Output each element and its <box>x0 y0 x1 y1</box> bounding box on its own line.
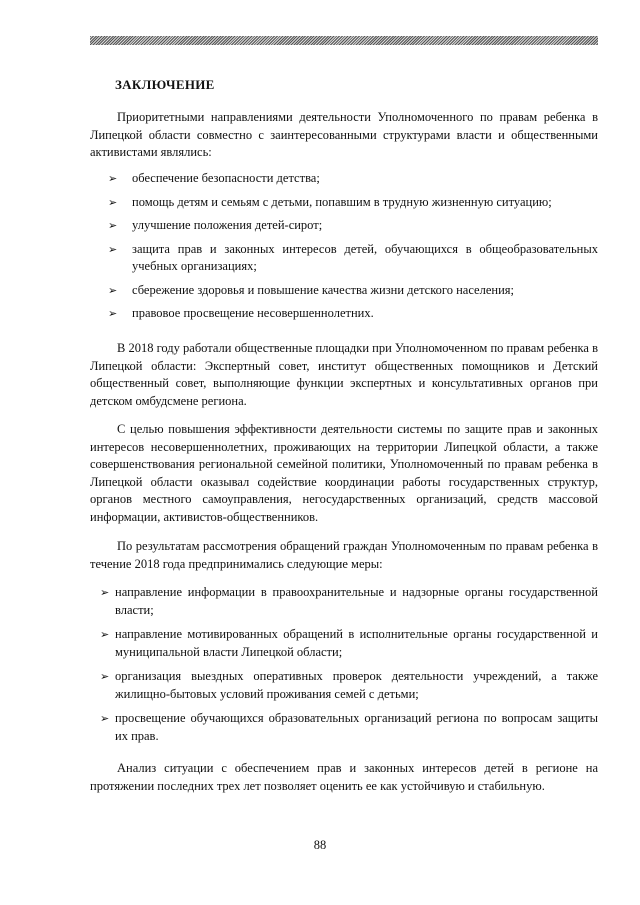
priorities-list <box>108 170 598 323</box>
arrow-bullet-icon: ➢ <box>100 628 110 641</box>
list-item: ➢ направление мотивированных обращений в исполнительные органы государственной и муниципальной власти Липецкой области; <box>100 627 598 659</box>
arrow-bullet-icon: ➢ <box>108 195 118 209</box>
arrow-bullet-icon: ➢ <box>108 242 118 256</box>
paragraph-measures: По результатам рассмотрения обращений граждан Уполномоченным по правам ребенка в течение 2018 года предпринимались следующие меры: <box>90 539 598 571</box>
intro-paragraph: Приоритетными направлениями деятельности Уполномоченного по правам ребенка в Липецкой области совместно с заинтересованными структурами власти и общественными активистами являлись: <box>90 110 598 159</box>
arrow-bullet-icon: ➢ <box>100 670 110 683</box>
list-item: ➢ направление информации в правоохранительные и надзорные органы государственной власти; <box>100 585 598 617</box>
list-item: ➢ сбережение здоровья и повышение качества жизни детского населения; <box>108 282 598 300</box>
arrow-bullet-icon: ➢ <box>108 307 118 320</box>
arrow-bullet-icon: ➢ <box>100 586 110 599</box>
section-heading: ЗАКЛЮЧЕНИЕ <box>115 77 215 92</box>
arrow-bullet-icon: ➢ <box>100 712 110 725</box>
list-item: ➢ организация выездных оперативных проверок деятельности учреждений, а также жилищно-бытовых условий проживания семей с детьми; <box>100 669 598 701</box>
arrow-bullet-icon: ➢ <box>108 172 118 185</box>
arrow-bullet-icon: ➢ <box>108 283 118 297</box>
list-item: ➢ просвещение обучающихся образовательных организаций региона по вопросам защиты их прав. <box>100 711 598 743</box>
list-item: ➢ помощь детям и семьям с детьми, попавшим в трудную жизненную ситуацию; <box>108 194 598 212</box>
header-hatched-band <box>90 36 598 45</box>
conclusion-paragraph: Анализ ситуации с обеспечением прав и законных интересов детей в регионе на протяжении последних трех лет позволяет оценить ее как устойчивую и стабильную. <box>90 761 598 793</box>
list-item: ➢ обеспечение безопасности детства; <box>108 170 598 188</box>
page-number: 88 <box>313 838 327 852</box>
arrow-bullet-icon: ➢ <box>108 219 118 232</box>
list-item: ➢ правовое просвещение несовершеннолетних. <box>108 305 598 323</box>
list-item: ➢ защита прав и законных интересов детей, обучающихся в общеобразовательных учебных организациях; <box>108 241 598 273</box>
measures-list <box>100 584 598 745</box>
paragraph-2018: В 2018 году работали общественные площадки при Уполномоченном по правам ребенка в Липецкой области: Экспертный совет, институт общественных помощников и Детский общественный совет, выполняющие функции экспертных и консультативных органов при детском омбудсмене региона. <box>90 341 599 408</box>
list-item: ➢ улучшение положения детей-сирот; <box>108 217 598 235</box>
paragraph-efficiency: С целью повышения эффективности деятельности системы по защите прав и законных интересов несовершеннолетних, проживающих на территории Липецкой области, а также совершенствования региональной семейной политики, Уполномоченный по правам ребенка в Липецкой области оказывал содействие координации работы государственных структур, органов местного самоуправления, негосударственных организаций, средств массовой информации, активистов-общественников. <box>90 422 598 524</box>
